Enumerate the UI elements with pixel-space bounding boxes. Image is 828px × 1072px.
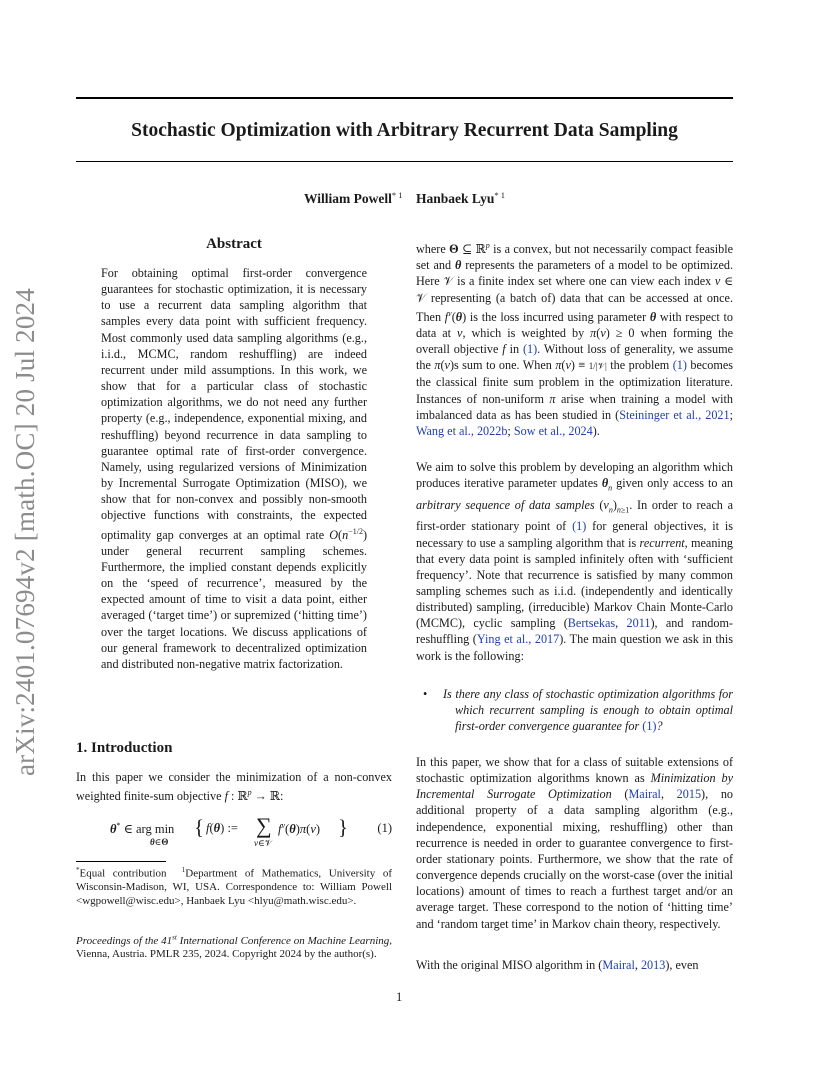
citation-link[interactable]: Wang et al., 2022b xyxy=(416,423,508,438)
abstract-heading: Abstract xyxy=(206,236,262,252)
citation-link[interactable]: 2011 xyxy=(626,616,651,631)
page-number: 1 xyxy=(396,990,403,1004)
equation-lhs: θ* ∈ arg min xyxy=(110,821,175,837)
title-rule xyxy=(76,161,733,162)
eq-ref-link[interactable]: (1) xyxy=(572,519,587,534)
abstract-body: For obtaining optimal first-order convergence guarantees for stochastic optimization, it is necessary to use a recurrent data sampling algorithm that samples every data point with sufficient frequency. Most commonly used data sampling algorithms (e.g., i.i.d., MCMC, random reshuffling) are indeed recurrent under mild assumptions. In this work, we show that for a particular class of stochastic optimization algorithms, we do not need any further property (e.g., independence, exponential mixing, and reshuffling) beyond recurrence in data sampling to guarantee optimal rate of first-order convergence. Namely, using regularized versions of Minimization by Incremental Surrogate Optimization (MISO), we show that for non-convex and possibly non-smooth objective functions with constraints, the expected optimality gap converges at an optimal rate $O(n^{-1/2})$ under general recurrent sampling schemes. Furthermore, the implied constant depends explicitly on the ‘speed of recurrence’, measured by the expected amount of time to visit a data point, either averaged (‘target time’) or supremized (‘hitting time’) over the target locations. We discuss applications of our general framework to decentralized optimization and distributed non-negative matrix factorization. xyxy=(101,266,367,671)
citation-link[interactable]: Mairal xyxy=(602,958,635,972)
sum-symbol: ∑ xyxy=(256,813,272,838)
author-name: Hanbaek Lyu xyxy=(415,191,495,206)
proceedings-note: Proceedings of the 41st International Conference on Machine Learning, Vienna, Austria. PMLR 235, 2024. Copyright 2024 by the author(s). xyxy=(76,933,392,961)
intro-heading: 1. Introduction xyxy=(76,740,173,756)
equation-body: f(θ) := xyxy=(206,821,238,835)
equation-number: (1) xyxy=(377,821,392,835)
citation-link[interactable]: 2013 xyxy=(640,958,666,972)
right-paragraph-2: We aim to solve this problem by developing an algorithm which produces iterative parameter updates $\theta_n$ given only access to an arbitrary sequence of data samples $(v_n)_{n\ge 1}$. In order to reach a first-order stationary point of (1) for general objectives, it is necessary to use a sampling algorithm that is recurrent, meaning that every data point is sampled infinitely often with ‘sufficient frequency’. Note that recurrence is satisfied by many common sampling schemes such as i.i.d. (independently and identically distributed) sampling, (irreducible) Markov Chain Monte-Carlo (MCMC), cyclic sampling (Bertsekas, 2011), and random-reshuffling (Ying et al., 2017). The main question we ask in this work is the following: xyxy=(416,460,734,663)
right-paragraph-3: In this paper, we show that for a class of suitable extensions of stochastic optimization algorithms known as Minimization by Incremental Surrogate Optimization (Mairal, 2015), no additional property of a data sampling algorithm (e.g., independence, exponential mixing, reshuffling) other than recurrence is needed in order to guarantee convergence to first-order stationary points. Furthermore, we show that the rate of convergence depends crucially on the worst-case (over the initial locations) amount of times to reach a furthest target and/or an average target. These correspond to the notion of ‘hitting time’ and ‘random target time’ in Markov chain theory, respectively. xyxy=(416,755,734,931)
author-list xyxy=(76,190,733,207)
eq-ref-link[interactable]: (1) xyxy=(642,719,657,734)
equation-sub: θ∈Θ xyxy=(150,837,169,847)
eq-ref-link[interactable]: (1) xyxy=(522,342,538,357)
footnote-rule xyxy=(76,861,166,862)
citation-link[interactable]: 2015 xyxy=(676,787,702,802)
author-name: William Powell xyxy=(303,191,392,206)
author-marks: * 1 xyxy=(494,190,506,200)
equation-summand: $f^v(\theta)\pi(v)$ xyxy=(278,821,321,837)
citation-link[interactable]: Sow et al., 2024 xyxy=(513,423,593,438)
equation-brace-open: { xyxy=(194,815,205,839)
equation-brace-close: } xyxy=(338,815,349,839)
paper-title: Stochastic Optimization with Arbitrary Recurrent Data Sampling xyxy=(131,120,678,141)
right-paragraph-1: where Θ ⊆ ℝ$^p$ is a convex, but not necessarily compact feasible set and θ represents the parameters of a model to be optimized. Here 𝒱 is a finite index set where one can view each index v ∈ 𝒱 representing (a batch of) data that can be accessed at once. Then $f^v(\theta)$ is the loss incurred using parameter θ with respect to data at v, which is weighted by π(v) ≥ 0 when forming the overall objective f in (1). Without loss of generality, we assume the π(v)s sum to one. When π(v) ≡ 1/|𝒱| the problem (1) becomes the classical finite sum problem in the optimization literature. Instances of non-uniform π arise when training a model with imbalanced data as has been studied in (Steininger et al., 2021; Wang et al., 2022b; Sow et al., 2024). xyxy=(416,241,734,438)
arxiv-stamp: arXiv:2401.07694v2 [math.OC] 20 Jul 2024 xyxy=(10,288,40,776)
citation-link[interactable]: Steininger et al., 2021 xyxy=(619,407,730,422)
right-paragraph-4: With the original MISO algorithm in (Mairal, 2013), even xyxy=(416,958,699,972)
equation-1 xyxy=(110,815,392,855)
research-question xyxy=(423,686,733,734)
bullet-dot: • xyxy=(423,687,428,701)
author-marks: * 1 xyxy=(391,190,403,200)
top-rule xyxy=(76,97,733,99)
citation-link[interactable]: Ying et al., 2017 xyxy=(476,632,560,647)
equation-sum-sub: v∈𝒱 xyxy=(254,838,273,848)
citation-link[interactable]: Bertsekas xyxy=(567,616,616,631)
eq-ref-link[interactable]: (1) xyxy=(672,358,687,373)
citation-link[interactable]: Mairal xyxy=(628,787,661,802)
research-question-text: Is there any class of stochastic optimization algorithms for which recurrent sampling is enough to obtain optimal first-order convergence guarantee for (1)? xyxy=(443,687,733,734)
footnote: *Equal contribution $^1$Department of Mathematics, University of Wisconsin-Madison, WI, USA. Correspondence to: William Powell <wgpowell@wisc.edu>, Hanbaek Lyu <hlyu@math.wisc.edu>. xyxy=(76,866,392,908)
intro-paragraph: In this paper we consider the minimization of a non-convex weighted finite-sum objective f : ℝ$^p$ → ℝ: xyxy=(76,770,392,804)
